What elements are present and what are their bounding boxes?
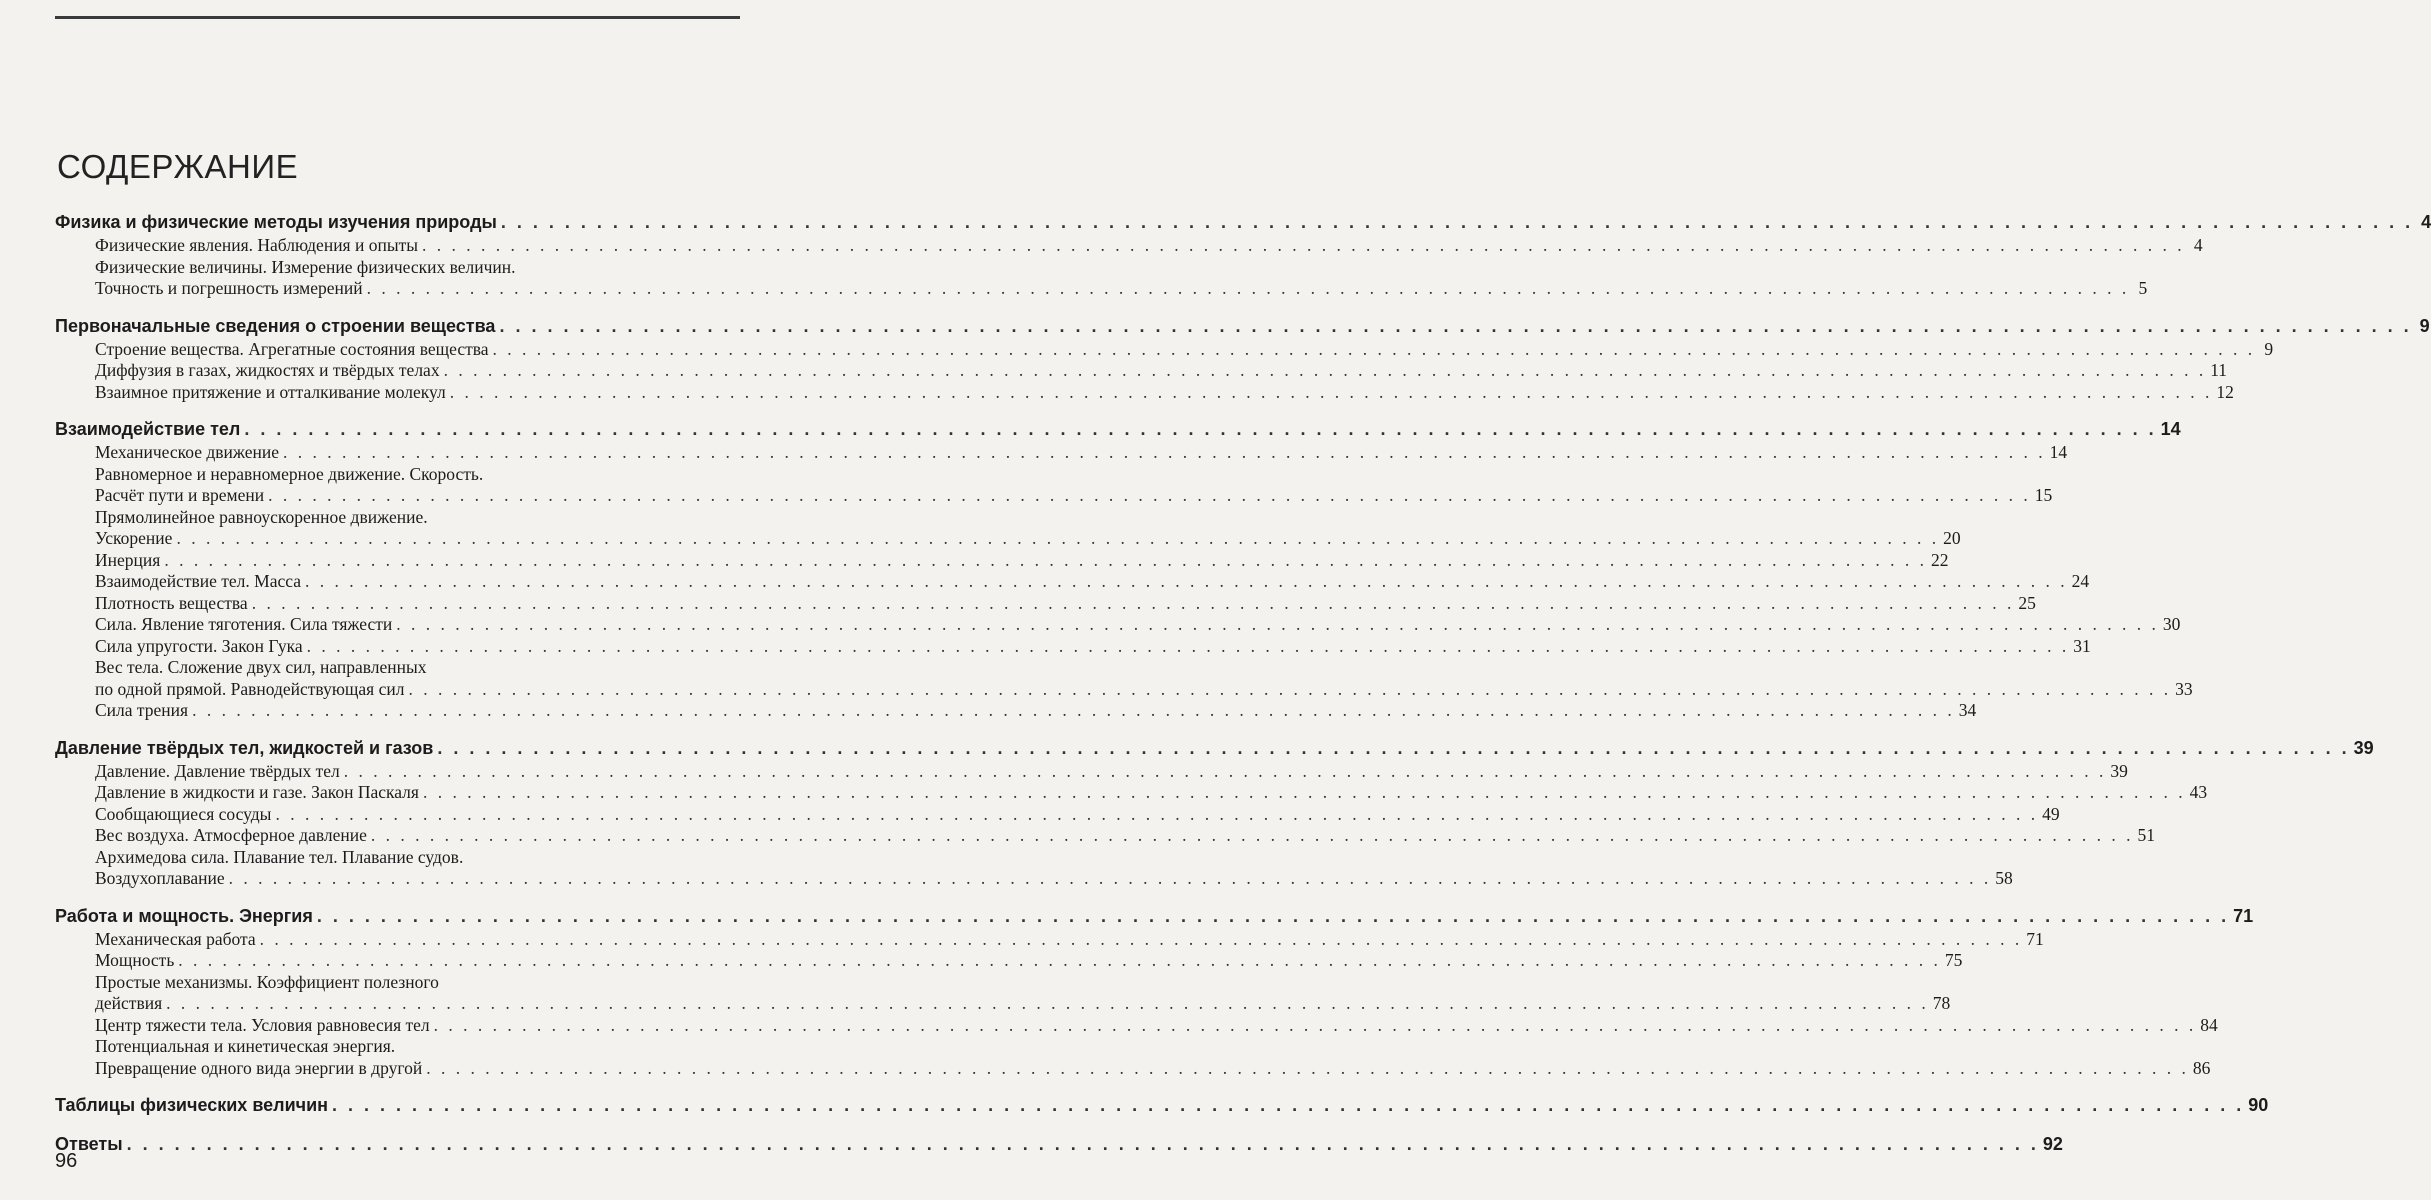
toc-section [55, 1093, 2269, 1118]
section-heading [55, 736, 2374, 761]
section-heading-page: 92 [2042, 1134, 2063, 1154]
toc-entry-page: 78 [1932, 993, 1951, 1013]
toc-entry-page: 24 [2071, 571, 2090, 591]
toc-entry-label: Вес тела. Сложение двух сил, направленных [95, 657, 427, 677]
section-heading [55, 1093, 2269, 1118]
toc-entry-page: 4 [2193, 235, 2203, 255]
toc-section [55, 1132, 2063, 1157]
dot-leader: . . . . . . . . . . . . . . . . . . . . . . . . . . . . . . . . . . . . . . . . . . . . . . . . . . . . . . . . . . . . . . . . . . . . . . . . . . . . . . . . . . . . . . . . . . . . . . . . . . . . . . . . . . . . . . . . . . . . . . . . [422, 235, 2185, 255]
toc-entry [55, 360, 2228, 382]
toc-entry [55, 635, 2091, 658]
dot-leader: . . . . . . . . . . . . . . . . . . . . . . . . . . . . . . . . . . . . . . . . . . . . . . . . . . . . . . . . . . . . . . . . . . . . . . . . . . . . . . . . . . . . . . . . . . . . . . . . . . . . . . . . . . . . . . . . . . . . . . . . [283, 442, 2046, 462]
section-heading [55, 1132, 2063, 1157]
toc-entry [55, 549, 1949, 572]
toc-entry-label: Мощность [95, 950, 175, 970]
toc-entry-label: Потенциальная и кинетическая энергия. [95, 1036, 396, 1056]
toc-entry [55, 614, 2181, 636]
toc-entry-page: 15 [2034, 485, 2053, 505]
toc-entry-label: Строение вещества. Агрегатные состояния вещества [95, 338, 489, 359]
dot-leader: . . . . . . . . . . . . . . . . . . . . . . . . . . . . . . . . . . . . . . . . . . . . . . . . . . . . . . . . . . . . . . . . . . . . . . . . . . . . . . . . . . . . . . . . . . . . . . . . . . . . . . . . . . . . . . . . . . . . . . . . [316, 905, 2230, 926]
toc-entry-label: Вес воздуха. Атмосферное давление [95, 825, 367, 845]
toc-entry-page: 86 [2192, 1057, 2211, 1078]
dot-leader: . . . . . . . . . . . . . . . . . . . . . . . . . . . . . . . . . . . . . . . . . . . . . . . . . . . . . . . . . . . . . . . . . . . . . . . . . . . . . . . . . . . . . . . . . . . . . . . . . . . . . . . . . . . . . . . . . . . . . . . . [192, 700, 1955, 720]
section-heading-label: Физика и физические методы изучения природы [55, 212, 497, 232]
toc-entry-page: 84 [2200, 1014, 2218, 1035]
dot-leader: . . . . . . . . . . . . . . . . . . . . . . . . . . . . . . . . . . . . . . . . . . . . . . . . . . . . . . . . . . . . . . . . . . . . . . . . . . . . . . . . . . . . . . . . . . . . . . . . . . . . . . . . . . . . . . . . . . . . . . . . [396, 614, 2159, 634]
toc-entry-label: Точность и погрешность измерений [95, 278, 363, 298]
dot-leader: . . . . . . . . . . . . . . . . . . . . . . . . . . . . . . . . . . . . . . . . . . . . . . . . . . . . . . . . . . . . . . . . . . . . . . . . . . . . . . . . . . . . . . . . . . . . . . . . . . . . . . . . . . . . . . . . . . . . . . . . [492, 338, 2256, 359]
dot-leader: . . . . . . . . . . . . . . . . . . . . . . . . . . . . . . . . . . . . . . . . . . . . . . . . . . . . . . . . . . . . . . . . . . . . . . . . . . . . . . . . . . . . . . . . . . . . . . . . . . . . . . . . . . . . . . . . . . . . . . . . [228, 868, 1992, 888]
dot-leader: . . . . . . . . . . . . . . . . . . . . . . . . . . . . . . . . . . . . . . . . . . . . . . . . . . . . . . . . . . . . . . . . . . . . . . . . . . . . . . . . . . . . . . . . . . . . . . . . . . . . . . . . . . . . . . . . . . . . . . . . [443, 360, 2207, 380]
toc-entry-label: Механическая работа [95, 928, 256, 949]
section-heading-page: 14 [2160, 419, 2181, 439]
section-heading-label: Таблицы физических величин [55, 1095, 329, 1115]
section-heading-page: 71 [2233, 905, 2254, 926]
toc-entry-page: 71 [2026, 928, 2044, 949]
page-title: СОДЕРЖАНИЕ [57, 148, 299, 185]
table-of-contents [55, 210, 2431, 1171]
dot-leader: . . . . . . . . . . . . . . . . . . . . . . . . . . . . . . . . . . . . . . . . . . . . . . . . . . . . . . . . . . . . . . . . . . . . . . . . . . . . . . . . . . . . . . . . . . . . . . . . . . . . . . . . . . . . . . . . . . . . . . . . [433, 1014, 2197, 1035]
toc-entry [55, 485, 2053, 507]
section-heading-label: Ответы [55, 1134, 123, 1154]
toc-entry-label: Взаимодействие тел. Масса [95, 571, 302, 591]
toc-entry [55, 950, 1963, 972]
section-heading [55, 314, 2430, 339]
toc-entry-page: 33 [2175, 678, 2193, 699]
toc-entry [55, 972, 738, 994]
toc-entry [55, 235, 2203, 257]
toc-entry-label: Сила упругости. Закон Гука [95, 635, 303, 656]
dot-leader: . . . . . . . . . . . . . . . . . . . . . . . . . . . . . . . . . . . . . . . . . . . . . . . . . . . . . . . . . . . . . . . . . . . . . . . . . . . . . . . . . . . . . . . . . . . . . . . . . . . . . . . . . . . . . . . . . . . . . . . . [176, 528, 1940, 548]
toc-entry [55, 678, 2193, 701]
dot-leader: . . . . . . . . . . . . . . . . . . . . . . . . . . . . . . . . . . . . . . . . . . . . . . . . . . . . . . . . . . . . . . . . . . . . . . . . . . . . . . . . . . . . . . . . . . . . . . . . . . . . . . . . . . . . . . . . . . . . . . . . [268, 485, 2031, 505]
toc-entry [55, 338, 2274, 361]
toc-entry [55, 464, 738, 486]
toc-entry [55, 1014, 2218, 1037]
toc-entry [55, 571, 2090, 593]
toc-entry-label: Превращение одного вида энергии в другой [95, 1057, 423, 1078]
toc-entry [55, 1057, 2211, 1080]
toc-entry-label: Центр тяжести тела. Условия равновесия тел [95, 1014, 430, 1035]
toc-entry [55, 507, 738, 529]
toc-entry-label: Инерция [95, 549, 161, 570]
toc-entry-label: Прямолинейное равноускоренное движение. [95, 506, 428, 527]
toc-entry-page: 31 [2073, 635, 2091, 656]
toc-entry-page: 43 [2189, 782, 2208, 802]
toc-entry-page: 30 [2162, 614, 2181, 634]
toc-entry-page: 12 [2216, 381, 2234, 402]
dot-leader: . . . . . . . . . . . . . . . . . . . . . . . . . . . . . . . . . . . . . . . . . . . . . . . . . . . . . . . . . . . . . . . . . . . . . . . . . . . . . . . . . . . . . . . . . . . . . . . . . . . . . . . . . . . . . . . . . . . . . . . . [244, 419, 2157, 439]
toc-entry [55, 847, 738, 869]
toc-entry [55, 278, 2148, 300]
toc-entry-page: 22 [1930, 549, 1949, 570]
toc-entry-label: по одной прямой. Равнодействующая сил [95, 678, 405, 699]
toc-entry-label: действия [95, 993, 163, 1013]
toc-entry [55, 760, 2128, 783]
section-heading-page: 4 [2421, 212, 2431, 232]
toc-entry [55, 993, 1951, 1015]
dot-leader: . . . . . . . . . . . . . . . . . . . . . . . . . . . . . . . . . . . . . . . . . . . . . . . . . . . . . . . . . . . . . . . . . . . . . . . . . . . . . . . . . . . . . . . . . . . . . . . . . . . . . . . . . . . . . . . . . . . . . . . . [408, 678, 2172, 699]
dot-leader: . . . . . . . . . . . . . . . . . . . . . . . . . . . . . . . . . . . . . . . . . . . . . . . . . . . . . . . . . . . . . . . . . . . . . . . . . . . . . . . . . . . . . . . . . . . . . . . . . . . . . . . . . . . . . . . . . . . . . . . . [275, 803, 2039, 824]
toc-entry [55, 528, 1961, 550]
section-heading [55, 904, 2254, 929]
top-rule [55, 16, 740, 19]
toc-entry-page: 11 [2210, 360, 2228, 380]
toc-entry-label: Физические величины. Измерение физических величин. [95, 256, 516, 277]
dot-leader: . . . . . . . . . . . . . . . . . . . . . . . . . . . . . . . . . . . . . . . . . . . . . . . . . . . . . . . . . . . . . . . . . . . . . . . . . . . . . . . . . . . . . . . . . . . . . . . . . . . . . . . . . . . . . . . . . . . . . . . . [166, 993, 1929, 1013]
toc-entry-label: Давление в жидкости и газе. Закон Паскаля [95, 782, 419, 802]
section-heading-label: Работа и мощность. Энергия [55, 905, 313, 926]
toc-entry [55, 257, 738, 279]
section-heading [55, 210, 2431, 235]
toc-section [55, 314, 2430, 404]
toc-entry [55, 782, 2208, 804]
dot-leader: . . . . . . . . . . . . . . . . . . . . . . . . . . . . . . . . . . . . . . . . . . . . . . . . . . . . . . . . . . . . . . . . . . . . . . . . . . . . . . . . . . . . . . . . . . . . . . . . . . . . . . . . . . . . . . . . . . . . . . . . [251, 592, 2015, 613]
toc-entry-page: 58 [1995, 868, 2013, 888]
toc-section [55, 210, 2431, 300]
section-heading-label: Взаимодействие тел [55, 419, 241, 439]
section-heading [55, 417, 2181, 442]
dot-leader: . . . . . . . . . . . . . . . . . . . . . . . . . . . . . . . . . . . . . . . . . . . . . . . . . . . . . . . . . . . . . . . . . . . . . . . . . . . . . . . . . . . . . . . . . . . . . . . . . . . . . . . . . . . . . . . . . . . . . . . . [259, 928, 2023, 949]
toc-entry [55, 928, 2044, 951]
toc-entry-page: 25 [2018, 592, 2036, 613]
toc-entry-label: Ускорение [95, 528, 173, 548]
toc-entry-label: Сообщающиеся сосуды [95, 803, 272, 824]
dot-leader: . . . . . . . . . . . . . . . . . . . . . . . . . . . . . . . . . . . . . . . . . . . . . . . . . . . . . . . . . . . . . . . . . . . . . . . . . . . . . . . . . . . . . . . . . . . . . . . . . . . . . . . . . . . . . . . . . . . . . . . . [370, 825, 2134, 845]
toc-entry [55, 442, 2068, 464]
toc-entry-page: 49 [2042, 803, 2060, 824]
toc-entry-page: 39 [2110, 760, 2128, 781]
toc-entry [55, 803, 2060, 826]
toc-entry-label: Давление. Давление твёрдых тел [95, 760, 340, 781]
dot-leader: . . . . . . . . . . . . . . . . . . . . . . . . . . . . . . . . . . . . . . . . . . . . . . . . . . . . . . . . . . . . . . . . . . . . . . . . . . . . . . . . . . . . . . . . . . . . . . . . . . . . . . . . . . . . . . . . . . . . . . . . [499, 315, 2412, 336]
dot-leader: . . . . . . . . . . . . . . . . . . . . . . . . . . . . . . . . . . . . . . . . . . . . . . . . . . . . . . . . . . . . . . . . . . . . . . . . . . . . . . . . . . . . . . . . . . . . . . . . . . . . . . . . . . . . . . . . . . . . . . . . [178, 950, 1941, 970]
section-heading-page: 90 [2248, 1095, 2269, 1115]
toc-entry [55, 657, 738, 679]
section-heading-page: 9 [2419, 315, 2430, 336]
toc-entry-label: Сила. Явление тяготения. Сила тяжести [95, 614, 393, 634]
toc-entry-page: 51 [2137, 825, 2156, 845]
toc-entry-label: Воздухоплавание [95, 868, 225, 888]
dot-leader: . . . . . . . . . . . . . . . . . . . . . . . . . . . . . . . . . . . . . . . . . . . . . . . . . . . . . . . . . . . . . . . . . . . . . . . . . . . . . . . . . . . . . . . . . . . . . . . . . . . . . . . . . . . . . . . . . . . . . . . . [437, 737, 2350, 758]
toc-entry [55, 592, 2036, 615]
toc-entry-label: Взаимное притяжение и отталкивание молекул [95, 381, 446, 402]
section-heading-page: 39 [2353, 737, 2374, 758]
dot-leader: . . . . . . . . . . . . . . . . . . . . . . . . . . . . . . . . . . . . . . . . . . . . . . . . . . . . . . . . . . . . . . . . . . . . . . . . . . . . . . . . . . . . . . . . . . . . . . . . . . . . . . . . . . . . . . . . . . . . . . . . [343, 760, 2107, 781]
toc-entry-page: 75 [1944, 950, 1963, 970]
toc-section [55, 904, 2254, 1080]
toc-entry-label: Механическое движение [95, 442, 280, 462]
toc-entry [55, 700, 1977, 722]
toc-entry-page: 9 [2264, 338, 2274, 359]
toc-entry-label: Расчёт пути и времени [95, 485, 265, 505]
dot-leader: . . . . . . . . . . . . . . . . . . . . . . . . . . . . . . . . . . . . . . . . . . . . . . . . . . . . . . . . . . . . . . . . . . . . . . . . . . . . . . . . . . . . . . . . . . . . . . . . . . . . . . . . . . . . . . . . . . . . . . . . [126, 1134, 2039, 1154]
toc-entry-label: Простые механизмы. Коэффициент полезного [95, 971, 439, 992]
toc-section [55, 736, 2374, 890]
toc-entry-label: Равномерное и неравномерное движение. Скорость. [95, 463, 484, 484]
dot-leader: . . . . . . . . . . . . . . . . . . . . . . . . . . . . . . . . . . . . . . . . . . . . . . . . . . . . . . . . . . . . . . . . . . . . . . . . . . . . . . . . . . . . . . . . . . . . . . . . . . . . . . . . . . . . . . . . . . . . . . . . [305, 571, 2068, 591]
toc-entry [55, 381, 2234, 404]
dot-leader: . . . . . . . . . . . . . . . . . . . . . . . . . . . . . . . . . . . . . . . . . . . . . . . . . . . . . . . . . . . . . . . . . . . . . . . . . . . . . . . . . . . . . . . . . . . . . . . . . . . . . . . . . . . . . . . . . . . . . . . . [449, 381, 2213, 402]
dot-leader: . . . . . . . . . . . . . . . . . . . . . . . . . . . . . . . . . . . . . . . . . . . . . . . . . . . . . . . . . . . . . . . . . . . . . . . . . . . . . . . . . . . . . . . . . . . . . . . . . . . . . . . . . . . . . . . . . . . . . . . . [306, 635, 2070, 656]
page-number: 96 [55, 1150, 78, 1172]
dot-leader: . . . . . . . . . . . . . . . . . . . . . . . . . . . . . . . . . . . . . . . . . . . . . . . . . . . . . . . . . . . . . . . . . . . . . . . . . . . . . . . . . . . . . . . . . . . . . . . . . . . . . . . . . . . . . . . . . . . . . . . . [422, 782, 2186, 802]
toc-entry [55, 1036, 738, 1058]
toc-entry-label: Плотность вещества [95, 592, 248, 613]
dot-leader: . . . . . . . . . . . . . . . . . . . . . . . . . . . . . . . . . . . . . . . . . . . . . . . . . . . . . . . . . . . . . . . . . . . . . . . . . . . . . . . . . . . . . . . . . . . . . . . . . . . . . . . . . . . . . . . . . . . . . . . . [332, 1095, 2245, 1115]
toc-entry-label: Сила трения [95, 700, 189, 720]
dot-leader: . . . . . . . . . . . . . . . . . . . . . . . . . . . . . . . . . . . . . . . . . . . . . . . . . . . . . . . . . . . . . . . . . . . . . . . . . . . . . . . . . . . . . . . . . . . . . . . . . . . . . . . . . . . . . . . . . . . . . . . . [366, 278, 2130, 298]
toc-entry [55, 825, 2156, 847]
dot-leader: . . . . . . . . . . . . . . . . . . . . . . . . . . . . . . . . . . . . . . . . . . . . . . . . . . . . . . . . . . . . . . . . . . . . . . . . . . . . . . . . . . . . . . . . . . . . . . . . . . . . . . . . . . . . . . . . . . . . . . . . [164, 549, 1927, 570]
section-heading-label: Первоначальные сведения о строении вещества [55, 315, 496, 336]
toc-entry-label: Архимедова сила. Плавание тел. Плавание судов. [95, 846, 464, 867]
dot-leader: . . . . . . . . . . . . . . . . . . . . . . . . . . . . . . . . . . . . . . . . . . . . . . . . . . . . . . . . . . . . . . . . . . . . . . . . . . . . . . . . . . . . . . . . . . . . . . . . . . . . . . . . . . . . . . . . . . . . . . . . [426, 1057, 2189, 1078]
toc-entry-page: 34 [1958, 700, 1977, 720]
toc-entry-page: 5 [2138, 278, 2148, 298]
toc-entry-label: Диффузия в газах, жидкостях и твёрдых телах [95, 360, 440, 380]
toc-entry [55, 868, 2013, 890]
toc-entry-page: 20 [1943, 528, 1961, 548]
toc-entry-page: 14 [2049, 442, 2068, 462]
toc-section [55, 417, 2193, 722]
dot-leader: . . . . . . . . . . . . . . . . . . . . . . . . . . . . . . . . . . . . . . . . . . . . . . . . . . . . . . . . . . . . . . . . . . . . . . . . . . . . . . . . . . . . . . . . . . . . . . . . . . . . . . . . . . . . . . . . . . . . . . . . [500, 212, 2414, 232]
section-heading-label: Давление твёрдых тел, жидкостей и газов [55, 737, 434, 758]
toc-entry-label: Физические явления. Наблюдения и опыты [95, 235, 418, 255]
